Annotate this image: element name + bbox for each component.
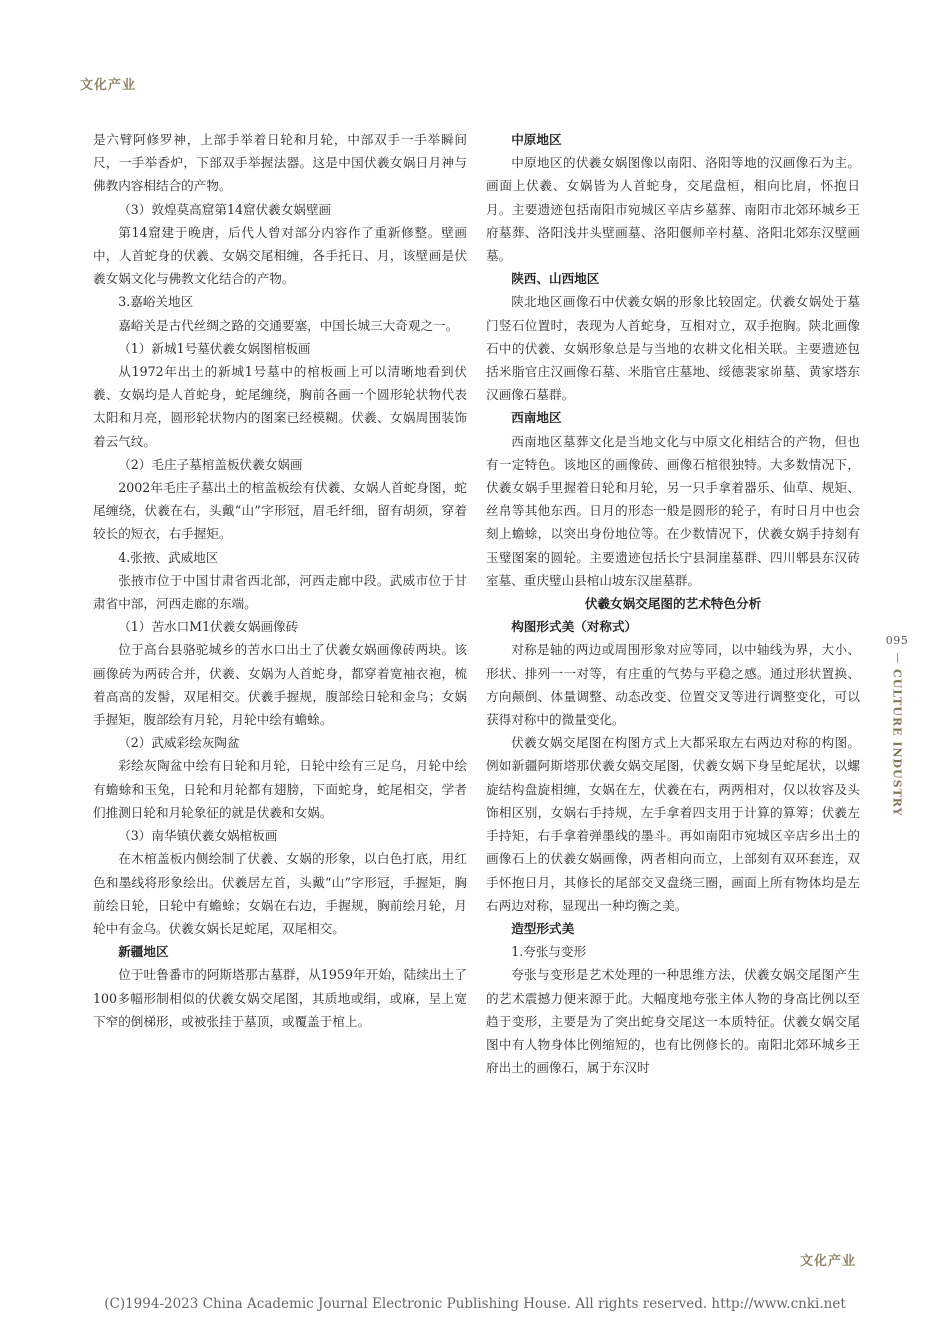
right-text-column <box>486 128 860 1079</box>
side-divider <box>897 653 898 663</box>
list-item: （2）武威彩绘灰陶盆 <box>118 735 240 751</box>
section-heading: 陕西、山西地区 <box>511 271 600 287</box>
list-item: 1.夸张与变形 <box>511 944 587 960</box>
left-text-column <box>93 128 467 1033</box>
list-item: （1）新城1号墓伏羲女娲图棺板画 <box>118 340 311 356</box>
section-heading: 造型形式美 <box>511 920 575 936</box>
paragraph: 夸张与变形是艺术处理的一种思维方法，伏羲女娲交尾图产生的艺术震撼力便来源于此。大幅度地夸张主体人物的身高比例以至趋于变形，主要是为了突出蛇身交尾这一本质特征。伏羲女娲交尾图中有人物身体比例缩短的，也有比例修长的。南阳北郊环城乡王府出土的画像石，属于东汉时 <box>486 967 860 1076</box>
list-item: 3.嘉峪关地区 <box>118 294 194 310</box>
copyright-notice: (C)1994-2023 China Academic Journal Electronic Publishing House. All rights reserved. http://www.cnki.net <box>104 1296 846 1312</box>
list-item: （3）南华镇伏羲女娲棺板画 <box>118 828 278 844</box>
paragraph: 陕北地区画像石中伏羲女娲的形象比较固定。伏羲女娲处于墓门竖石位置时，表现为人首蛇身，互相对立，双手抱胸。陕北画像石中的伏羲、女娲形象总是与当地的农耕文化相关联。主要遗迹包括米脂官庄汉画像石墓、米脂官庄墓地、绥德裴家峁墓、黄家塔东汉画像石墓群。 <box>486 294 860 403</box>
section-heading: 中原地区 <box>511 132 562 147</box>
paragraph: 对称是轴的两边或周围形象对应等同，以中轴线为界，大小、形状、排列一一对等，有庄重的气势与平稳之感。通过形状置换、方向颠倒、体量调整、动态改变、位置交叉等进行调整变化，可以获得对称中的微量变化。 <box>486 642 860 728</box>
list-item: （1）苦水口M1伏羲女娲画像砖 <box>118 619 299 635</box>
side-margin-mark <box>880 634 914 816</box>
section-title: 伏羲女娲交尾图的艺术特色分析 <box>584 596 762 612</box>
section-heading: 西南地区 <box>511 410 562 426</box>
paragraph: 嘉峪关是古代丝绸之路的交通要塞，中国长城三大奇观之一。 <box>118 317 459 333</box>
running-footer: 文化产业 <box>799 1254 856 1269</box>
paragraph: 是六臂阿修罗神，上部手举着日轮和月轮，中部双手一手举瞬间尺，一手举香炉，下部双手举握法器。这是中国伏羲女娲日月神与佛教内容相结合的产物。 <box>93 132 467 194</box>
list-item: （3）敦煌莫高窟第14窟伏羲女娲壁画 <box>118 201 332 217</box>
paragraph: 位于高台县骆驼城乡的苦水口出土了伏羲女娲画像砖两块。该画像砖为两砖合并，伏羲、女娲为人首蛇身，都穿着宽袖衣袍，梳着高高的发髻，双尾相交。伏羲手握规，腹部绘日轮和金乌；女娲手握矩，腹部绘有月轮，月轮中绘有蟾蜍。 <box>93 642 467 728</box>
paragraph: 2002年毛庄子墓出土的棺盖板绘有伏羲、女娲人首蛇身图，蛇尾缠绕，伏羲在右，头戴“山”字形冠，眉毛纤细，留有胡须，穿着较长的短衣，右手握矩。 <box>93 480 467 542</box>
paragraph: 彩绘灰陶盆中绘有日轮和月轮，日轮中绘有三足乌，月轮中绘有蟾蜍和玉兔，日轮和月轮都有翅膀，下面蛇身，蛇尾相交，学者们推测日轮和月轮象征的就是伏羲和女娲。 <box>93 758 467 820</box>
paragraph: 在木棺盖板内侧绘制了伏羲、女娲的形象，以白色打底，用红色和墨线将形象绘出。伏羲居左首，头戴“山”字形冠，手握矩，胸前绘日轮，日轮中有蟾蜍；女娲在右边，手握规，胸前绘月轮，月轮中有金乌。伏羲女娲长足蛇尾，双尾相交。 <box>93 851 467 936</box>
running-header: 文化产业 <box>80 78 137 93</box>
paragraph: 第14窟建于晚唐，后代人曾对部分内容作了重新修整。壁画中，人首蛇身的伏羲、女娲交尾相缠，各手托日、月，该壁画是伏羲女娲文化与佛教文化结合的产物。 <box>93 224 467 287</box>
section-heading: 构图形式美（对称式） <box>511 619 638 635</box>
paragraph: 中原地区的伏羲女娲图像以南阳、洛阳等地的汉画像石为主。画面上伏羲、女娲皆为人首蛇身，交尾盘桓，相向比肩，怀抱日月。主要遗迹包括南阳市宛城区辛店乡墓葬、南阳市北郊环城乡王府墓葬、洛阳浅井头壁画墓、洛阳偃师辛村墓、洛阳北郊东汉壁画墓。 <box>486 155 860 264</box>
paragraph: 从1972年出土的新城1号墓中的棺板画上可以清晰地看到伏羲、女娲均是人首蛇身，蛇尾缠绕，胸前各画一个圆形轮状物代表太阳和月亮，圆形轮状物内的图案已经模糊。伏羲、女娲周围装饰着云气纹。 <box>93 364 467 449</box>
page-number: 095 <box>885 634 909 647</box>
paragraph: 位于吐鲁番市的阿斯塔那古墓群，从1959年开始，陆续出土了100多幅形制相似的伏羲女娲交尾图，其质地或绢，或麻，呈上宽下窄的倒梯形，或被张挂于墓顶，或覆盖于棺上。 <box>93 967 467 1029</box>
section-heading: 新疆地区 <box>118 944 169 960</box>
journal-name-vertical: CULTURE INDUSTRY <box>890 669 904 817</box>
list-item: （2）毛庄子墓棺盖板伏羲女娲画 <box>118 456 303 472</box>
list-item: 4.张掖、武威地区 <box>118 549 219 565</box>
paragraph: 伏羲女娲交尾图在构图方式上大都采取左右两边对称的构图。例如新疆阿斯塔那伏羲女娲交尾图，伏羲女娲下身呈蛇尾状，以螺旋结构盘旋相缠，女娲在左，伏羲在右，两两相对，仅以妆容及头饰相区别，女娲右手持规，左手拿着四支用于计算的算筹；伏羲左手持矩，右手拿着弹墨线的墨斗。再如南阳市宛城区辛店乡出土的画像石上的伏羲女娲画像，两者相向而立，上部刻有双环套连，双手怀抱日月，其修长的尾部交叉盘绕三圈，画面上所有物体均是左右两边对称，显现出一种均衡之美。 <box>486 735 860 913</box>
paragraph: 西南地区墓葬文化是当地文化与中原文化相结合的产物，但也有一定特色。该地区的画像砖、画像石棺很独特。大多数情况下，伏羲女娲手里握着日轮和月轮，另一只手拿着器乐、仙草、规矩、丝帛等其他东西。日月的形态一般是圆形的轮子，有时日月中也会刻上蟾蜍，以突出身份地位等。在少数情况下，伏羲女娲手持刻有玉璧图案的圆轮。主要遗迹包括长宁县洞崖墓群、四川郫县东汉砖室墓、重庆璧山县棺山坡东汉崖墓群。 <box>486 433 860 588</box>
paragraph: 张掖市位于中国甘肃省西北部，河西走廊中段。武威市位于甘肃省中部，河西走廊的东端。 <box>93 572 467 612</box>
